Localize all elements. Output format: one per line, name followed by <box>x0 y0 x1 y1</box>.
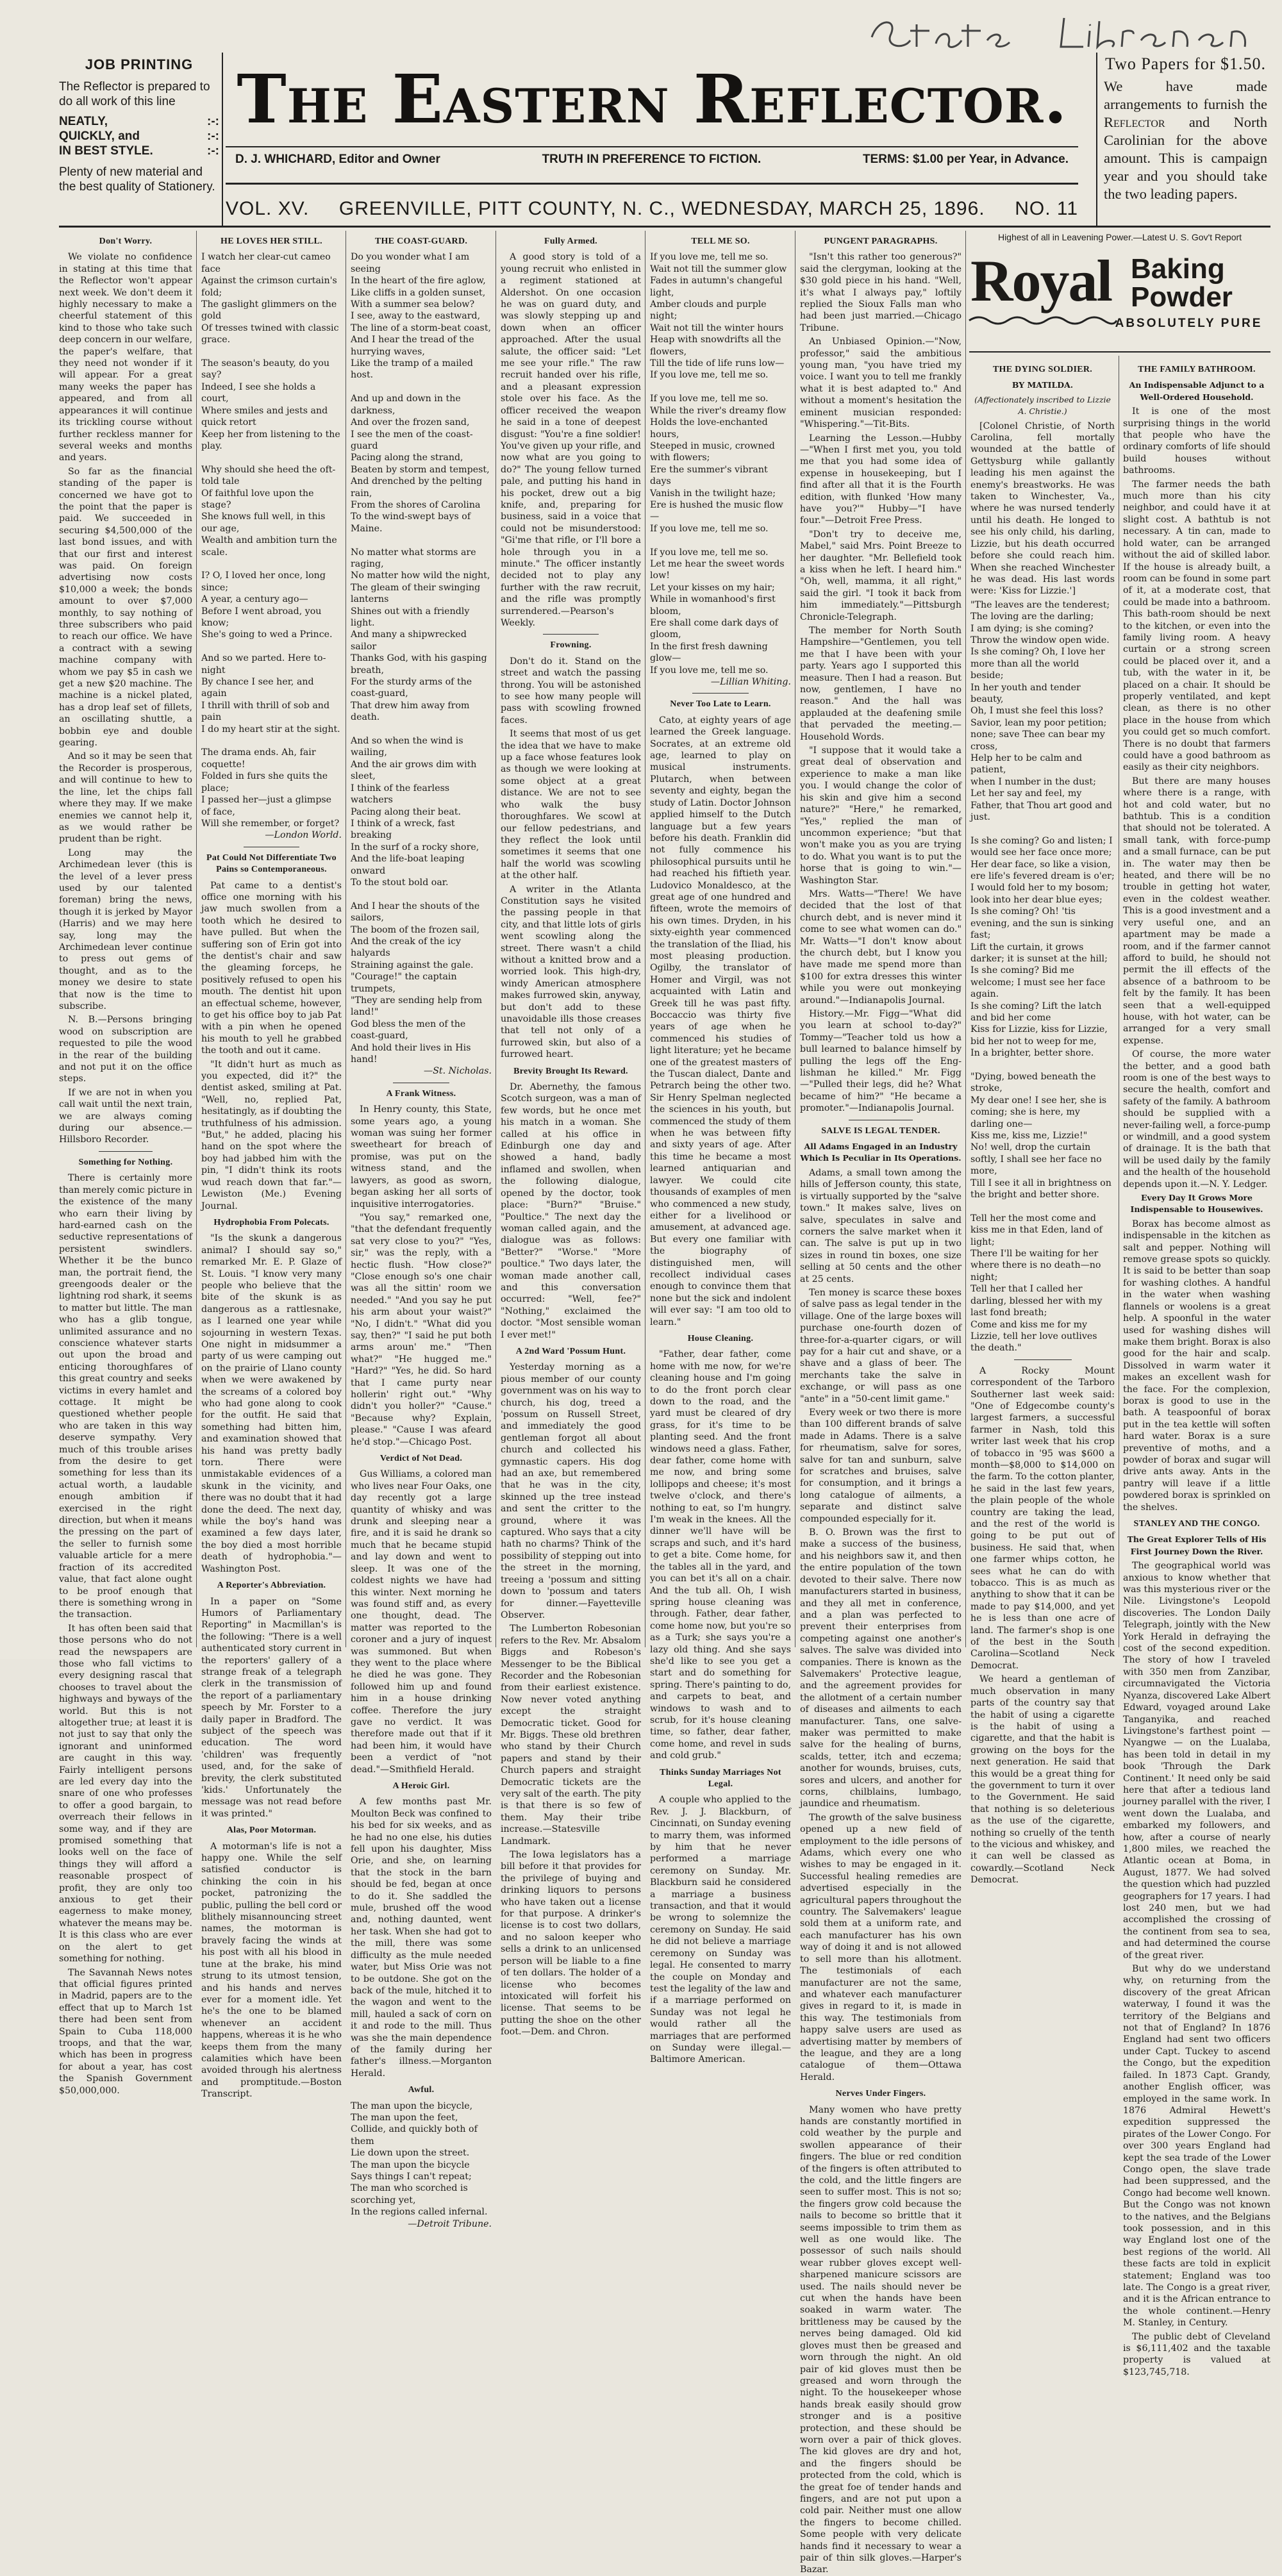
column-rule <box>495 231 496 1647</box>
paragraph: It seems that most of us get the idea that we have to make up a face whose features look as though we were looking at some object at a great distance. We are not to see who walk the busy thoroughfares. We scowl at our fellow pedestrians, and they reflect the look until sometimes it seems that one half the world was scowling at the other half. <box>501 729 641 881</box>
subheadline: The Great Explorer Tells of His First Journey Down the River. <box>1127 1534 1267 1556</box>
poem: If you love me, tell me so. Wait not till the summer glow Fades in autumn's changeful light, Amber clouds and purple night; Wait not till the winter hours Heap with snowdrifts all the flowers, Till the tide of life runs low— If you love me, tell me so. If you love me, tell me so. While the river's dreamy flow Holds the love-enchanted hours, Steeped in music, crowned with flowers; Ere the summer's vibrant days Vanish in the twilight haze; Ere is hushed the music flow— If you love me, tell me so. If you love me, tell me so. Let me hear the sweet words low! Let your kisses on my hair; While in womanhood's first bloom, Ere shall come dark days of gloom, In the first fresh dawning glow— If you love me, tell me so. <box>650 252 787 676</box>
paragraph: N. B.—Persons bringing wood on subscription are requested to pile the wood in the rear of the building and not put it on the office steps. <box>59 1015 192 1084</box>
headline: Brevity Brought Its Reward. <box>513 1066 628 1076</box>
subheadline: An Indispensable Adjunct to a Well-Ordered Household. <box>1129 380 1265 402</box>
paragraph: But why do we understand why, on returning from the discovery of the great African waterway, I found it was the territory of the Belgians and not that of England? In 1876 England had sent two officers under Capt. Tuckey to ascend the Congo, but the expedition failed. In 1873 Capt. Grandy, another English officer, was employed in the same work. In 1876 Admiral Hewett's expedition suppressed the pirates of the Lower Congo. For over 300 years England had kept the sea trade of the Lower Congo open, the slave trade had been suppressed, and the Congo had become well known. But the Congo was not known to the natives, and the Belgians took possession, and in this way England lost one of the best regions of the world. All these facts are told in explicit statement; England was too late. The Congo is a great river, and it is the African entrance to the whole continent.—Henry M. Stanley, in Century. <box>1123 1964 1270 2329</box>
paragraph: The Savannah News notes that official figures printed in Madrid, papers are to the effect that up to March 1st there had been sent from Spain to Cuba 118,000 troops, and that the war, which has been in progress for about a year, has cost the Spanish Government $50,000,000. <box>59 1967 192 2096</box>
two-papers-text-1: We have made arrangements to furnish the <box>1104 78 1267 112</box>
headline: A 2nd Ward 'Possum Hunt. <box>515 1346 626 1356</box>
two-papers-text-3: for the above amount. This is campaign year and you should take the two leading papers. <box>1104 132 1268 202</box>
style-mark: :-: <box>207 144 219 158</box>
paragraph: The Lumberton Robesonian refers to the Rev. Mr. Absalom Biggs and Robeson's Messenger to be the Biblical Recorder and the Robesonian from their earliest existence. Now never voted anything except the straight Democratic ticket. Good for Mr. Biggs. These old brethren who stand by their Church papers and stand by their Church papers and straight Democratic tickets are the very salt of the earth. The pity is that there is so few of them. May their tribe increase.—Statesville Landmark. <box>501 1624 641 1847</box>
two-papers-text-2: and <box>1188 114 1210 130</box>
headline: PUNGENT PARAGRAPHS. <box>824 237 938 246</box>
paragraph: There is certainly more than merely comic picture in the existence of the many who earn their living by hard-earned cash on the seductive representations of persistent swindlers. Whether it be the bunco man, the portrait fiend, the greengoods dealer or the lightning rod shark, it seems to matter but little. The man who has a glib tongue, unlimited assurance and no conscience whatever starts out upon the broad and enticing thoroughfares of this great country and seeks victims in every hamlet and cottage. It might be questioned whether people who are taken in this way deserve sympathy. Very much of this trouble arises from the desire to get something for less than its actual worth, a laudable enough ambition if exercised in the right direction, but when it means the pressing on the part of the seller to furnish some valuable article for a mere fraction of its accredited value, that fact alone ought to be proof enough that there is something wrong in the transaction. <box>59 1173 192 1620</box>
attribution: —Lillian Whiting. <box>710 677 791 688</box>
attribution: —Detroit Tribune. <box>408 2218 492 2229</box>
column-5 <box>650 231 791 2065</box>
headline: THE COAST-GUARD. <box>374 237 468 246</box>
paragraph: Of course, the more water the better, and a good bath room is one of the best ways to secure the health, comfort and safety of the family. A bathroom should be supplied with a never-failing well, a force-pump or windmill, and a good system of drainage. It is the bath that will be used daily by the family and the health of the household depends upon it.—N. Y. Ledger. <box>1123 1049 1270 1190</box>
paragraph: "Isn't this rather too generous?" said the clergyman, looking at the $30 gold piece in his hand. "Well, it's what I always pay," loftily replied the Sioux Falls man who had been just married.—Chicago Tribune. <box>800 252 962 333</box>
paragraph: Long may the Archimedean lever (this is the level of a lever press used by our talented foreman) bring the news, though it is jerked by Mayor (Harris) and we may here say, long may the Archimedean lever continue to press out gems of thought, and as to the money we desire to state that now is the time to subscribe. <box>59 847 192 1011</box>
ad-absolutely-pure: ABSOLUTELY PURE <box>1115 317 1263 330</box>
headline: Never Too Late to Learn. <box>670 699 771 710</box>
paragraph: Adams, a small town among the hills of Jefferson county, this state, is virtually supported by the "salve town." It makes salve, lives on salve, speculates in salve and corners the salve market when it can. The salve is put up in two sizes in round tin boxes, one size selling at 50 cents and the other at 25 cents. <box>800 1167 962 1284</box>
royal-baking-powder-ad <box>969 232 1270 344</box>
paragraph: It has often been said that those persons who do not read the newspapers are those who fall victims to every designing rascal that chooses to travel about the highways and byways of the world. But this is not altogether true; at least it is not just to say that only the ignorant and uninformed are caught in this way. Fairly intelligent persons are led every day into the snare of one who professes to offer a good bargain, to overreach their fellows in some way, and if they are promised something that looks well on the face of things they will afford a reasonable prospect of profit, they are only too anxious to get their eagerness to make money, whatever the means may be. It is this class who are ever on the alert to get something for nothing. <box>59 1623 192 1965</box>
headline: THE DYING SOLDIER. <box>992 365 1093 374</box>
paragraph: B. O. Brown was the first to make a success of the business, and his neighbors saw it, and then the entire population of the town devoted to their salve. There now manufacturers started in business, and they all met in conference, and a plan was perfected to prevent their enterprises from competing against one another's salves. The salve was divided into companies. There is known as the Salvemakers' Protective league, and the agreement provides for the allotment of a certain number of diseases and ailments to each manufacturer. Tans, one salve-maker was permitted to make salve for the healing of burns, scalds, tetter, itch and eczema; another for wounds, bruises, cuts, sores and ulcers, and another for corns, chilblains, lumbago, jaundice and rheumatism. <box>800 1527 962 1809</box>
masthead-title: The Eastern Reflector. <box>237 60 1068 138</box>
paragraph: The farmer needs the bath much more than his city neighbor, and could have it at slight cost. A bathtub is not necessary. A tin can, made to hold water, can be arranged without the aid of skilled labor. If the house is already built, a room can be found in some part of it, at a moderate cost, that could be made into a bathroom. This bath-room should be next to the kitchen, or even into the family living room. A heavy curtain or a strong screen could be placed over it, and a tub, with the water in it, be placed on a chair. It should be properly ventilated, and kept clean, as there is no other place in the house from which you could get so much comfort. There is no doubt that farmers could have a good bathroom as easily as their city neighbors. <box>1123 479 1270 773</box>
paragraph: We violate no confidence in stating at this time that the Reflector won't appear next week. We don't deem it highly necessary to make a cheerful statement of this kind to those who take such deep concern in our welfare, the paper's welfare, that they need not wonder if it will appear. For a great many weeks the paper has appeared, and from all appearances it will continue its trickling course without further reckless manner for several weeks and months and years. <box>59 252 192 463</box>
job-printing-box <box>59 56 219 229</box>
paragraph: "Don't try to deceive me, Mabel," said Mrs. Point Breeze to her daughter. "Mr. Bellefield took a kiss when he left. I heard him." "Oh, well, mamma, it all right," said the girl. "I took it back from him immediately."—Pittsburgh Chronicle-Telegraph. <box>800 529 962 622</box>
paragraph: Dr. Abernethy, the famous Scotch surgeon, was a man of few words, but he once met his match in a woman. She called at his office in Edinburgh one day and showed a hand, badly inflamed and swollen, when the following dialogue, opened by the doctor, took place: "Burn?" "Bruise." "Poultice." The next day the woman called again, and the dialogue was as follows: "Better?" "Worse." "More poultice." Two days later, the woman made another call, and this conversation occurred: "Well, fee?" "Nothing," exclaimed the doctor. "Most sensible woman I ever met!" <box>501 1082 641 1340</box>
paragraph: Gus Williams, a colored man who lives near Four Oaks, one day recently got a large quantity of whisky and was drunk and sleeping near a fire, and it is said he drank so much that he became stupid and lay down and went to sleep. It was one of the coldest nights we have had this winter. Next morning he was found stiff and, as every one thought, dead. The matter was reported to the coroner and a jury of inquest was summoned. But when they went to the place where he died he was gone. They followed him up and found him in a house drinking coffee. Therefore the jury gave no verdict. It was therefore made out that if it had been him, it would have been a verdict of "not dead."—Smithfield Herald. <box>351 1469 492 1775</box>
paragraph: We heard a gentleman of much observation in many parts of the country say that the habit of using a cigarette is the habit of using a cigarette, and that the habit is growing on the boys for the next generation. He said that this would be a great thing for the government to turn it over to the Government. He said that nothing is so deleterious as the use of the cigarette, nothing so cruelly of the tenth to the vicious and whiskey, and it can well be classed as cowardly.—Scotland Neck Democrat. <box>970 1674 1115 1886</box>
subheadline: All Adams Engaged in an Industry Which Is Peculiar in Its Operations. <box>800 1142 962 1163</box>
masthead-subhead <box>235 153 1069 170</box>
terms-line: TERMS: $1.00 per Year, in Advance. <box>862 153 1069 166</box>
paragraph: Ten money is scarce these boxes of salve pass as legal tender in the village. One of the large boxes will purchase one-fourth dozen of three-for-a-quarter cigars, or will pay for a hair cut and shave, or a shave and a glass of beer. The merchants take the salve in exchange, or will pass as one "ante" in a "50-cent limit game." <box>800 1287 962 1404</box>
job-printing-title: JOB PRINTING <box>85 56 194 72</box>
headline: A Frank Witness. <box>386 1088 456 1099</box>
two-papers-north: North Carolinian <box>1104 114 1268 148</box>
subheadline: Every Day It Grows More Indispensable to Housewives. <box>1130 1193 1263 1215</box>
paragraph: Every week or two there is more than 100 different brands of salve made in Adams. There is a salve for rheumatism, salve for sores, salve for tan and sunburn, salve for scratches and bruises, salve for consumption, and it brings a long catalogue of ailments, a separate and distinct salve compounded especially for it. <box>800 1408 962 1524</box>
column-rule <box>965 231 966 1647</box>
column-6 <box>800 231 962 2575</box>
paragraph: A Rocky Mount correspondent of the Tarboro Southerner last week said: "One of Edgecombe county's largest farmers, a successful farmer in Nash, told this writer last week that his crop of tobacco in '95 was $600 a month—$8,000 to $14,000 on the farm. To the cotton planter, he said in the last few years, the plain people of the whole country are taking the lead, and the rest of the world is going to be put out of business. He said that, when one farmer whips cotton, he sees what he can do with tobacco. This is as much as anything to show that it can be made to pay $14,000, and yet he is less than one acre of land. The farmer's shop is one of the best in the South Carolina—Scotland Neck Democrat. <box>970 1365 1115 1671</box>
volume-number: VOL. XV. <box>226 198 310 219</box>
byline: BY MATILDA. <box>1011 380 1074 390</box>
divider <box>543 634 599 635</box>
editor-line: D. J. WHICHARD, Editor and Owner <box>235 153 440 166</box>
headline: Alas, Poor Motorman. <box>226 1825 317 1836</box>
paragraph: In a paper on "Some Humors of Parliamentary Reporting" in Macmillan's is the following: "There is a well authenticated story current in the reporters' gallery of a strange freak of a telegraph clerk in the transmission of the report of a parliamentary speech by Mr. Forster to a daily paper in Bradford. The subject of the speech was education. The word 'children' was frequently used, and, for the sake of brevity, the clerk substituted 'kids.' Unfortunately the message was not read before it was printed." <box>201 1596 342 1819</box>
headline: Awful. <box>408 2085 435 2095</box>
paragraph: If we are not in when you call wait until the next train, we are always coming during our absence.—Hillsboro Recorder. <box>59 1087 192 1145</box>
headline: STANLEY AND THE CONGO. <box>1133 1519 1260 1529</box>
headline: A Reporter's Abbreviation. <box>217 1581 326 1591</box>
ad-royal: Royal <box>970 248 1111 313</box>
column-rule <box>196 231 197 1647</box>
paragraph: History.—Mr. Figg—"What did you learn at school to-day?" Tommy—"Teacher told us how a bull learned to balance himself by pulling the legs off the Eng-lishman he killed." Mr. Figg—"Pulled their legs, did he? What became of him?" "He became a promoter."—Indianapolis Journal. <box>800 1009 962 1114</box>
poem: The man upon the bicycle, The man upon the feet, Collide, and quickly both of them Lie down upon the street. The man upon the bicycle Says things I can't repeat; The man who scorched is scorching yet, In the regions called infernal. <box>351 2100 488 2218</box>
job-printing-styles <box>59 114 219 158</box>
ad-baking-powder <box>1131 255 1269 312</box>
column-8 <box>1123 359 1270 2377</box>
paragraph: A good story is told of a young recruit who enlisted in a regiment stationed at Aldershot. On one occasion he was on guard duty, and was slowly stepping up and down when an officer approached. After the usual salute, the officer said: "Let me see your rifle." The raw recruit handed over his rifle, and a pleasant expression stole over his face. As the officer received the weapon he said in a tone of deepest disgust: "You're a fine soldier! You've given up your rifle, and now what are you going to do?" The young fellow turned pale, and putting his hand in his pocket, drew out a big knife, and, preparing for business, said in a voice that could not be misunderstood: "Gi'me that rifle, or I'll bore a hole through you in a minute." The officer instantly decided not to play any further with the raw recruit, and the rifle was promptly surrendered.—Pearson's Weekly. <box>501 252 641 628</box>
issue-number: NO. 11 <box>1015 198 1078 219</box>
paragraph: The public debt of Cleveland is $6,111,402 and the taxable property is valued at $123,745,718. <box>1123 2331 1270 2377</box>
style-mark: :-: <box>207 115 219 128</box>
ad-baking: Baking <box>1131 253 1225 285</box>
paragraph: And so it may be seen that the Recorder is prosperous, and will continue to hew to the line, let the chips fall where they may. If we make enemies we cannot help it, as we would rather be prudent than be right. <box>59 751 192 845</box>
paragraph: "You say," remarked one, "that the defendant frequently sat very close to you?" "Yes, sir," was the reply, with a hectic flush. "How close?" "Close enough so's one chair was all the sittin' room we needed." "And you say he put his arm about your waist?" "No, I didn't." "What did you say, then?" "I said he put both arms aroun' me." "Then what?" "He hugged me." "Hard?" "Yes, he did. So hard that I came purty near hollerin' right out." "Why didn't you holler?" "Cause." "Because why? Explain, please." "Cause I was afeard he'd stop."—Chicago Post. <box>351 1212 492 1447</box>
dateline <box>226 195 1078 222</box>
headline: SALVE IS LEGAL TENDER. <box>821 1126 940 1136</box>
paragraph: "I suppose that it would take a great deal of observation and experience to make a man like you. I would change the color of his skin and give him a second nature?" "Here," he remarked, "Yes," replied the man of uncommon experience; "but that won't make you as you are trying to do. What you want is to put the horse that is going to win."—Washington Star. <box>800 745 962 886</box>
style-best: IN BEST STYLE. <box>59 144 153 158</box>
header-left-divider <box>222 53 223 226</box>
paragraph: "It didn't hurt as much as you expected, did it?" the dentist asked, smiling at Pat. "Well, no, replied Pat, hesitatingly, as if doubting the truthfulness of his admission. "But," he added, placing his hand on the spot where the boy had jabbed him with the pin, "I didn't think its roots wud reach down that far."—Lewiston (Me.) Evening Journal. <box>201 1059 342 1211</box>
headline: Nerves Under Fingers. <box>835 2089 926 2099</box>
paragraph: So far as the financial standing of the paper is concerned we have got to the point that the paper is paid. We succeeded in securing $4,500,000 of the last bond issues, and with that our first and interest was paid. On foreign advertising now costs $10,000 a week; the bonds amount to over $7,000 monthly, to say nothing of three subscribers who paid to reach our office. We have a contract with a sewing machine company with whom we pay $5 in cash we get a new $20 machine. The machine is a nickel plated, has a drop leaf set of fillets, an oscillating shuttle, a bobbin eye and double gearing. <box>59 466 192 749</box>
style-quickly: QUICKLY, and <box>59 129 140 143</box>
headline: Pat Could Not Differentiate Two Pains so Contemporaneous. <box>206 852 337 875</box>
headline: Hydrophobia From Polecats. <box>213 1217 329 1227</box>
two-papers-box <box>1104 54 1267 221</box>
divider <box>99 1151 152 1152</box>
column-1 <box>59 231 192 2096</box>
headline: Fully Armed. <box>544 237 597 246</box>
paragraph: Mrs. Watts—"There! We have decided that the lost of that church debt, and is never mind it come to see what women can do." Mr. Watts—"I don't know about the church debt, but I know you have made me spend more than $100 for extra dresses this winter while you were out monkeying around."—Indianapolis Journal. <box>800 888 962 1006</box>
divider <box>692 693 749 694</box>
paragraph: A writer in the Atlanta Constitution says he visited the passing people in that city, and that little lots of girls went scowling along the street. There wasn't a child without a knitted brow and a worried look. This high-dry, windy American atmosphere makes furrowed skin, anyway, but don't add to these unavoidable ills those creases that tell not only of a furrowed skin, but also of a furrowed heart. <box>501 884 641 1060</box>
paragraph: But there are many houses where there is a range, with hot and cold water, but no bathtub. This is a condition that should not be tolerated. A small tank, with force-pump and a small furnace, can be put in. The water may then be heated, and there will be no trouble in getting hot water, even in the coldest weather. This is a good investment and a very useful one, and an apartment may be made a room, and if the farmer cannot afford to build, he should not permit the ill effects of the absence of a bathroom to be felt by the family. It has been seen that a well-equipped house, with hot water, can be arranged for a very small expense. <box>1123 776 1270 1046</box>
paragraph: Learning the Lesson.—Hubby—"When I first met you, you told me that you had some idea of expense in housekeeping, but I find after all that it is the Fourth edition, with flunked 'How many have you?'" Hubby—"I have four."—Detroit Free Press. <box>800 433 962 526</box>
two-papers-reflector: Reflector <box>1104 114 1165 130</box>
paragraph: "Father, dear father, come home with me now, for we're cleaning house and I'm going to do the front porch clear down to the road, and the yard must be cleared of dry grass, for it's time to be planting seed. And the front windows need a glass. Father, dear father, come home with me now, and bring some lollipops and cheese; it's most twelve o'clock, and there's nothing to eat, so I'm hungry. I'm weak in the knees. All the dinner we'll have will be scraps and such, and it's hard to get a bite. Come home, for the tables all in the yard, and you can bet it's all on a chair. And the tub all. Oh, I wish spring house cleaning was through. Father, dear father, come home now, but you're so as a Turk; she says you're a lazy old thing. And she says she'd like to see you get a start and do something for spring. There's painting to do, and carpets to beat, and windows to wash and to scrub, for it's house cleaning time, so father, dear father, come home, and revel in suds and cold grub." <box>650 1349 791 1761</box>
handwritten-inscription <box>865 12 1263 50</box>
style-mark: :-: <box>207 129 219 143</box>
paragraph: The geographical world was anxious to know whether that was this mysterious river or the Nile. Livingstone's Leopold discoveries. The London Daily Telegraph, jointly with the New York Herald in defraying the cost of the second expedition. The story of how I traveled with 350 men from Zanzibar, circumnavigated the Victoria Nyanza, discovered Lake Albert Edward, voyaged around Lake Tanganyika, and reached Livingstone's farthest point — Nyangwe — on the Lualaba, has been told in detail in my book 'Through the Dark Continent.' It need only be said here that after a tedious land journey parallel with the river, I went down the Lualaba, and embarked my followers, and how, after a course of nearly 1,800 miles, we reached the Atlantic ocean at Boma, in August, 1877. We had solved the question which had puzzled geographers for 17 years. I had lost 240 men, but we had accomplished the crossing of the continent from sea to sea, and had determined the course of the great river. <box>1123 1561 1270 1961</box>
masthead-rule-2 <box>226 183 1078 185</box>
column-rule <box>345 231 346 1647</box>
column-7 <box>970 359 1115 1886</box>
two-papers-title: Two Papers for $1.50. <box>1105 54 1266 73</box>
column-4 <box>501 231 641 2038</box>
paragraph: A few months past Mr. Moulton Beck was confined to his bed for six weeks, and as he had no one else, his duties fell upon his daughter, Miss Orie, and she, on learning that the stock in the barn should be fed, began at once to do it. She saddled the mule, brushed off the wood and, nothing daunted, went her task. When she had got to the mill, there was some difficulty as the mule needed water, but Miss Orie was not to be outdone. She got on the back of the mule, hitched it to the wagon and went to the mill, hauled a sack of corn on it and rode to the mill. Thus was she the main dependence of the family during her father's illness.—Morganton Herald. <box>351 1797 492 2079</box>
paragraph: Yesterday morning as a pious member of our county government was on his way to church, his dog, treed a 'possum on Russell Street, and immediately the good gentleman forgot all about church and collected his gymnastic capers. His dog had an axe, but remembered that he was in the city, skinned up the tree instead and sent the critter to the ground, where it was captured. Who says that a city hath no charms? Think of the possibility of stepping out into the street in the morning, treeing a 'possum and sitting down to 'possum and taters for dinner.—Fayetteville Observer. <box>501 1362 641 1620</box>
paragraph: The member for North South Hampshire—"Gentlemen, you tell me that I have been with your party. Years ago I supported this measure. Then I had a reason. But now, gentlemen, I have no reason." And the hall was applauded at the deafening smile that pervaded the meeting.—Household Words. <box>800 626 962 742</box>
attribution: —St. Nicholas. <box>424 1066 492 1077</box>
headline: TELL ME SO. <box>691 237 750 246</box>
headline: Verdict of Not Dead. <box>379 1454 463 1464</box>
headline: Frowning. <box>550 640 592 651</box>
headline: House Cleaning. <box>687 1333 754 1343</box>
headline: Something for Nothing. <box>78 1157 173 1167</box>
paragraph: The Iowa legislators has a bill before it that provides for the privilege of buying and drinking liquors to persons who have taken out a license for that purpose. A drinker's license is to cost two dollars, and no saloon keeper who sells a drink to an unlicensed person will be liable to a fine of ten dollars. The holder of a license who becomes intoxicated will forfeit his license. That seems to be putting the shoe on the other foot.—Dem. and Chron. <box>501 1850 641 2038</box>
poem: Do you wonder what I am seeing In the heart of the fire aglow, Like cliffs in a golden sunset, With a summer sea below? I see, away to the eastward, The line of a storm-beat coast, And I hear the tread of the hurrying waves, Like the tramp of a mailed host. And up and down in the darkness, And over the frozen sand, I see the men of the coast-guard Pacing along the strand, Beaten by storm and tempest, And drenched by the pelting rain, From the shores of Carolina To the wind-swept bays of Maine. No matter what storms are raging, No matter how wild the night, The gleam of their swinging lanterns Shines out with a friendly light. And many a shipwrecked sailor Thanks God, with his gasping breath, For the sturdy arms of the coast-guard, That drew him away from death. And so when the wind is wailing, And the air grows dim with sleet, I think of the fearless watchers Pacing along their beat. I think of a wreck, fast breaking In the surf of a rocky shore, And the life-boat leaping onward To the stout bold oar. And I hear the shouts of the sailors, The boom of the frozen sail, And the creak of the icy halyards Straining against the gale. "Courage!" the captain trumpets, "They are sending help from land!" God bless the men of the coast-guard, And hold their lives in His hand! <box>351 252 492 1065</box>
headline: A Heroic Girl. <box>392 1781 450 1791</box>
ad-tagline: Highest of all in Leavening Power.—Latest U. S. Gov't Report <box>997 232 1242 242</box>
headline: Thinks Sunday Marriages Not Legal. <box>660 1767 781 1789</box>
job-printing-body: The Reflector is prepared to do all work of this line <box>59 80 210 108</box>
masthead-rule <box>226 146 1078 147</box>
place-and-date: GREENVILLE, PITT COUNTY, N. C., WEDNESDAY, MARCH 25, 1896. <box>338 198 985 219</box>
headline: HE LOVES HER STILL. <box>221 237 322 246</box>
poem: I watch her clear-cut cameo face Against the crimson curtain's fold; The gaslight glimmers on the gold Of tresses twined with classic grace. The season's beauty, do you say? Indeed, I see she holds a court, Where smiles and jests and quick retort Keep her from listening to the play. Why should she heed the oft-told tale Of faithful love upon the stage? She knows full well, in this our age, Wealth and ambition turn the scale. I? O, I loved her once, long since; A year, a century ago— Before I went abroad, you know; She's going to wed a Prince. And so we parted. Here to-night By chance I see her, and again I thrill with thrill of sob and pain I do my heart stir at the sight. The drama ends. Ah, fair coquette! Folded in furs she quits the place; I passed her—just a glimpse of face, Will she remember, or forget? <box>201 252 340 829</box>
paragraph: A motorman's life is not a happy one. While the self satisfied conductor is chinking the coin in his pocket, patronizing the public, pulling the bell cord or blithely misannouncing street names, the motorman is bravely facing the winds at his post with all his blood in tune at the brake, his mind strung to its utmost tension, and his hands and nerves ever for a moment idle. Yet he's the one to be blamed whenever an accident happens, whereas it is he who keeps them from the many calamities which have been avoided through his alertness and promptitude.—Boston Transcript. <box>201 1841 342 2100</box>
paragraph: In Henry county, this State, some years ago, a young woman was suing her former sweetheart for breach of promise, was put on the witness stand, and the lawyers, as good as sworn, began asking her all sorts of inquisitive interrogatories. <box>351 1104 492 1209</box>
dedication: (Affectionately inscribed to Lizzie A. Christie.) <box>974 394 1111 417</box>
ad-powder: Powder <box>1131 281 1233 313</box>
headline: Don't Worry. <box>99 237 153 246</box>
header-right-divider <box>1096 53 1097 226</box>
paragraph: A couple who applied to the Rev. J. J. Blackburn, of Cincinnati, on Sunday evening to marry them, was informed by him that he never performed a marriage ceremony on Sunday. Mr. Blackburn said he considered a marriage a business transaction, and that it would be wrong to solemnize the ceremony on Sunday. He said he did not believe a marriage ceremony on Sunday was legal. He consented to marry the couple on Monday and test the legality of the law and if a marriage performed on Sunday was not legal he would rather all the marriages that are performed on Sunday were illegal.—Baltimore American. <box>650 1795 791 2065</box>
headline: THE FAMILY BATHROOM. <box>1138 365 1256 374</box>
job-printing-foot: Plenty of new material and the best quality of Stationery. <box>59 165 215 194</box>
style-neatly: NEATLY, <box>59 115 108 128</box>
paragraph: Pat came to a dentist's office one morning with his jaw much swollen from a tooth which he desired to have pulled. But when the suffering son of Erin got into the dentist's chair and saw the gleaming forceps, he positively refused to open his mouth. The dentist hit upon an effectual scheme, however, to get his office boy to jab Pat with a pin when he opened his mouth to yell he grabbed the tooth and out it came. <box>201 880 342 1056</box>
attribution: —London World. <box>265 830 342 841</box>
paragraph: Many women who have pretty hands are constantly mortified in cold weather by the purple and swollen appearance of their fingers. The blue or red condition of the fingers is often attributed to the cold, and the little fingers are seen to suffer most. This is not so; the fingers grow cold because the nails to become so brittle that it seems impossible to trim them as well as one would like. The possessor of such nails should wear rubber gloves except well-sharpened manicure scissors are used. The nails should never be cut when the hands have been soaked in warm water. The brittleness may be caused by the nerves being damaged. Old kid gloves must then be greased and worn through the night. An old pair of kid gloves must then be greased and worn through the night. To the housekeeper whose hands break easily should grow stronger and is a positive protection, and these should be worn over a pair of thick gloves. The kid gloves are dry and hot, and the fingers should be protected from the cold, which is the great foe of tender hands and fingers, and are not put upon a cold pair. Neither must one allow the fingers to become chilled. Some people with very delicate hands find it necessary to wear a pair of thin silk gloves.—Harper's Bazar. <box>800 2104 962 2575</box>
ad-bottom-rule <box>969 351 1270 353</box>
paragraph: "Is the skunk a dangerous animal? I should say so," remarked Mr. E. P. Glaze of St. Louis. "I know very many people who believe that the bite of the skunk is as dangerous as a rattlesnake, as I learned one year while sojourning in western Texas. One night in midsummer a party of us were camping out on the prairie of Llano county when we were awakened by the screams of a colored boy who had gone along to cook for the outfit. He said that something had bitten him, and examination showed that his hand was pretty badly torn. There were unmistakable evidences of a skunk in the vicinity, and there was no doubt that it had done the deed. The next day, while the boy's hand was examined a few days later, the boy died a most horrible death of hydrophobia."—Washington Post. <box>201 1233 342 1574</box>
ad-wave-ornament <box>969 314 1117 327</box>
poem: "The leaves are the tenderest; The loving are the darling; I am dying; is she coming? Throw the window open wide. Is she coming? Oh, I love her more than all the world beside; In her youth and tender beauty, Oh, I must she feel this loss? Savior, lean my poor petition; none; save Thee can bear my cross, Help her to be calm and patient, when I number in the dust; Let her say and feel, my Father, that Thou art good and just. Is she coming? Go and listen; I would see her face once more; Her dear face, so like a vision, ere life's fevered dream is o'er; I would fold her to my bosom; look into her dear blue eyes; Is she coming? Oh! 'tis evening, and the sun is sinking fast; Lift the curtain, it grows darker; it is sunset at the hill; Is she coming? Bid me welcome; I must see her face again. Is she coming? Lift the latch and bid her come Kiss for Lizzie, kiss for Lizzie, bid her not to weep for me, In a brighter, better shore. "Dying, bowed beneath the stroke, My dear one! I see her, she is coming; she is here, my darling one— Kiss me, kiss me, Lizzie!" No! well, drop the curtain softly, I shall see her face no more, Till I see it all in brightness on the bright and better shore. Tell her the most come and kiss me in that Eden, land of light; There I'll be waiting for her where there is no death—no night; Tell her that I called her darling, blessed her with my last fond breath; Come and kiss me for my Lizzie, tell her love outlives the death." <box>970 599 1115 1354</box>
paragraph: An Unbiased Opinion.—"Now, professor," said the ambitious young man, "you have tried my voice. I want you to tell me frankly what it is best adapted to." And without a moment's hesitation the eminent musician responded: "Whispering."—Tit-Bits. <box>800 337 962 430</box>
motto-line: TRUTH IN PREFERENCE TO FICTION. <box>542 153 762 166</box>
header-bottom-rule <box>59 226 1270 228</box>
divider <box>1014 1359 1072 1360</box>
paragraph: It is one of the most surprising things in the world that people who have the ordinary comforts of life should build houses without bathrooms. <box>1123 406 1270 476</box>
paragraph: [Colonel Christie, of North Carolina, fell mortally wounded at the battle of Gettysburg while gallantly leading his men against the enemy's breastworks. He was taken to Winchester, Va., where he was nursed tenderly until his death. He longed to see his only child, his darling, Lizzie, but his death occurred before she could reach him. When she reached Winchester he was dead. His last words were: 'Kiss for Lizzie.'] <box>970 420 1115 597</box>
two-papers-body <box>1104 78 1267 203</box>
paragraph: Cato, at eighty years of age learned the Greek language. Socrates, at an extreme old age, learned to play on musical instruments. Plutarch, when between seventy and eighty, began the study of Latin. Doctor Johnson applied himself to the Dutch language but a few years before his death. Franklin did not fully commence his philosophical pursuits until he had reached his fiftieth year. Ludovico Monaldesco, at the great age of one hundred and fifteen, wrote the memoirs of his own times. Dryden, in his sixty-eighth year commenced the translation of the Iliad, his most pleasing production. Ogilby, the translator of Homer and Virgil, was not acquainted with Latin and Greek till he was past fifty. Boccaccio was thirty five years of age when he commenced his studies of light literature; yet he became one of the greatest masters of the Tuscan dialect, Dante and Petrarch being the other two. Sir Henry Spelman neglected the sciences in his youth, but commenced the study of them when he was between fifty and sixty years of age. After this time he became a most learned antiquarian and lawyer. We could cite thousands of examples of men who commenced a new study, either for a livelihood or amusement, at advanced age. But every one familiar with the biography of distinguished men, will recollect individual cases enough to convince them that none but the sick and indolent will ever say: "I am too old to learn." <box>650 715 791 1327</box>
column-2 <box>201 231 342 2100</box>
column-3 <box>351 231 492 2229</box>
paragraph: Borax has become almost as indispensable in the kitchen as salt and pepper. Nothing will remove grease spots so quickly. It is said to be better than soap for washing clothes. A handful in the water when washing flannels or woolens is a great help. A spoonful in the water used for washing dishes will make them bright. Borax is also good for the hair and scalp. Dissolved in warm water it makes an excellent wash for the face. For the complexion, borax is good to use in the bath. A teaspoonful of borax put in the tea kettle will soften hard water. Borax is a sure preventive of moths, and a powder of borax and sugar will drive ants away. Ants in the pantry will leave if a little powdered borax is sprinkled on the shelves. <box>1123 1218 1270 1513</box>
paragraph: Don't do it. Stand on the street and watch the passing throng. You will be astonished to see how many people will pass with scowling frowned faces. <box>501 656 641 726</box>
paragraph: The growth of the salve business opened up a new field of employment to the idle persons of Adams, which every one who wishes to may be engaged in it. Successful healing remedies are advertised especially in the agricultural papers throughout the country. The Salvemakers' league sold them at a uniform rate, and each manufacturer has his own way of doing it and is not allowed to sell more than his allotment. The testimonials of each manufacturer are not the same, and whatever each manufacturer gives in regard to it, is made in this way. The testimonials from happy salve users are used as advertising matter by members of the league, and they are a long catalogue of them—Ottawa Herald. <box>800 1812 962 2082</box>
